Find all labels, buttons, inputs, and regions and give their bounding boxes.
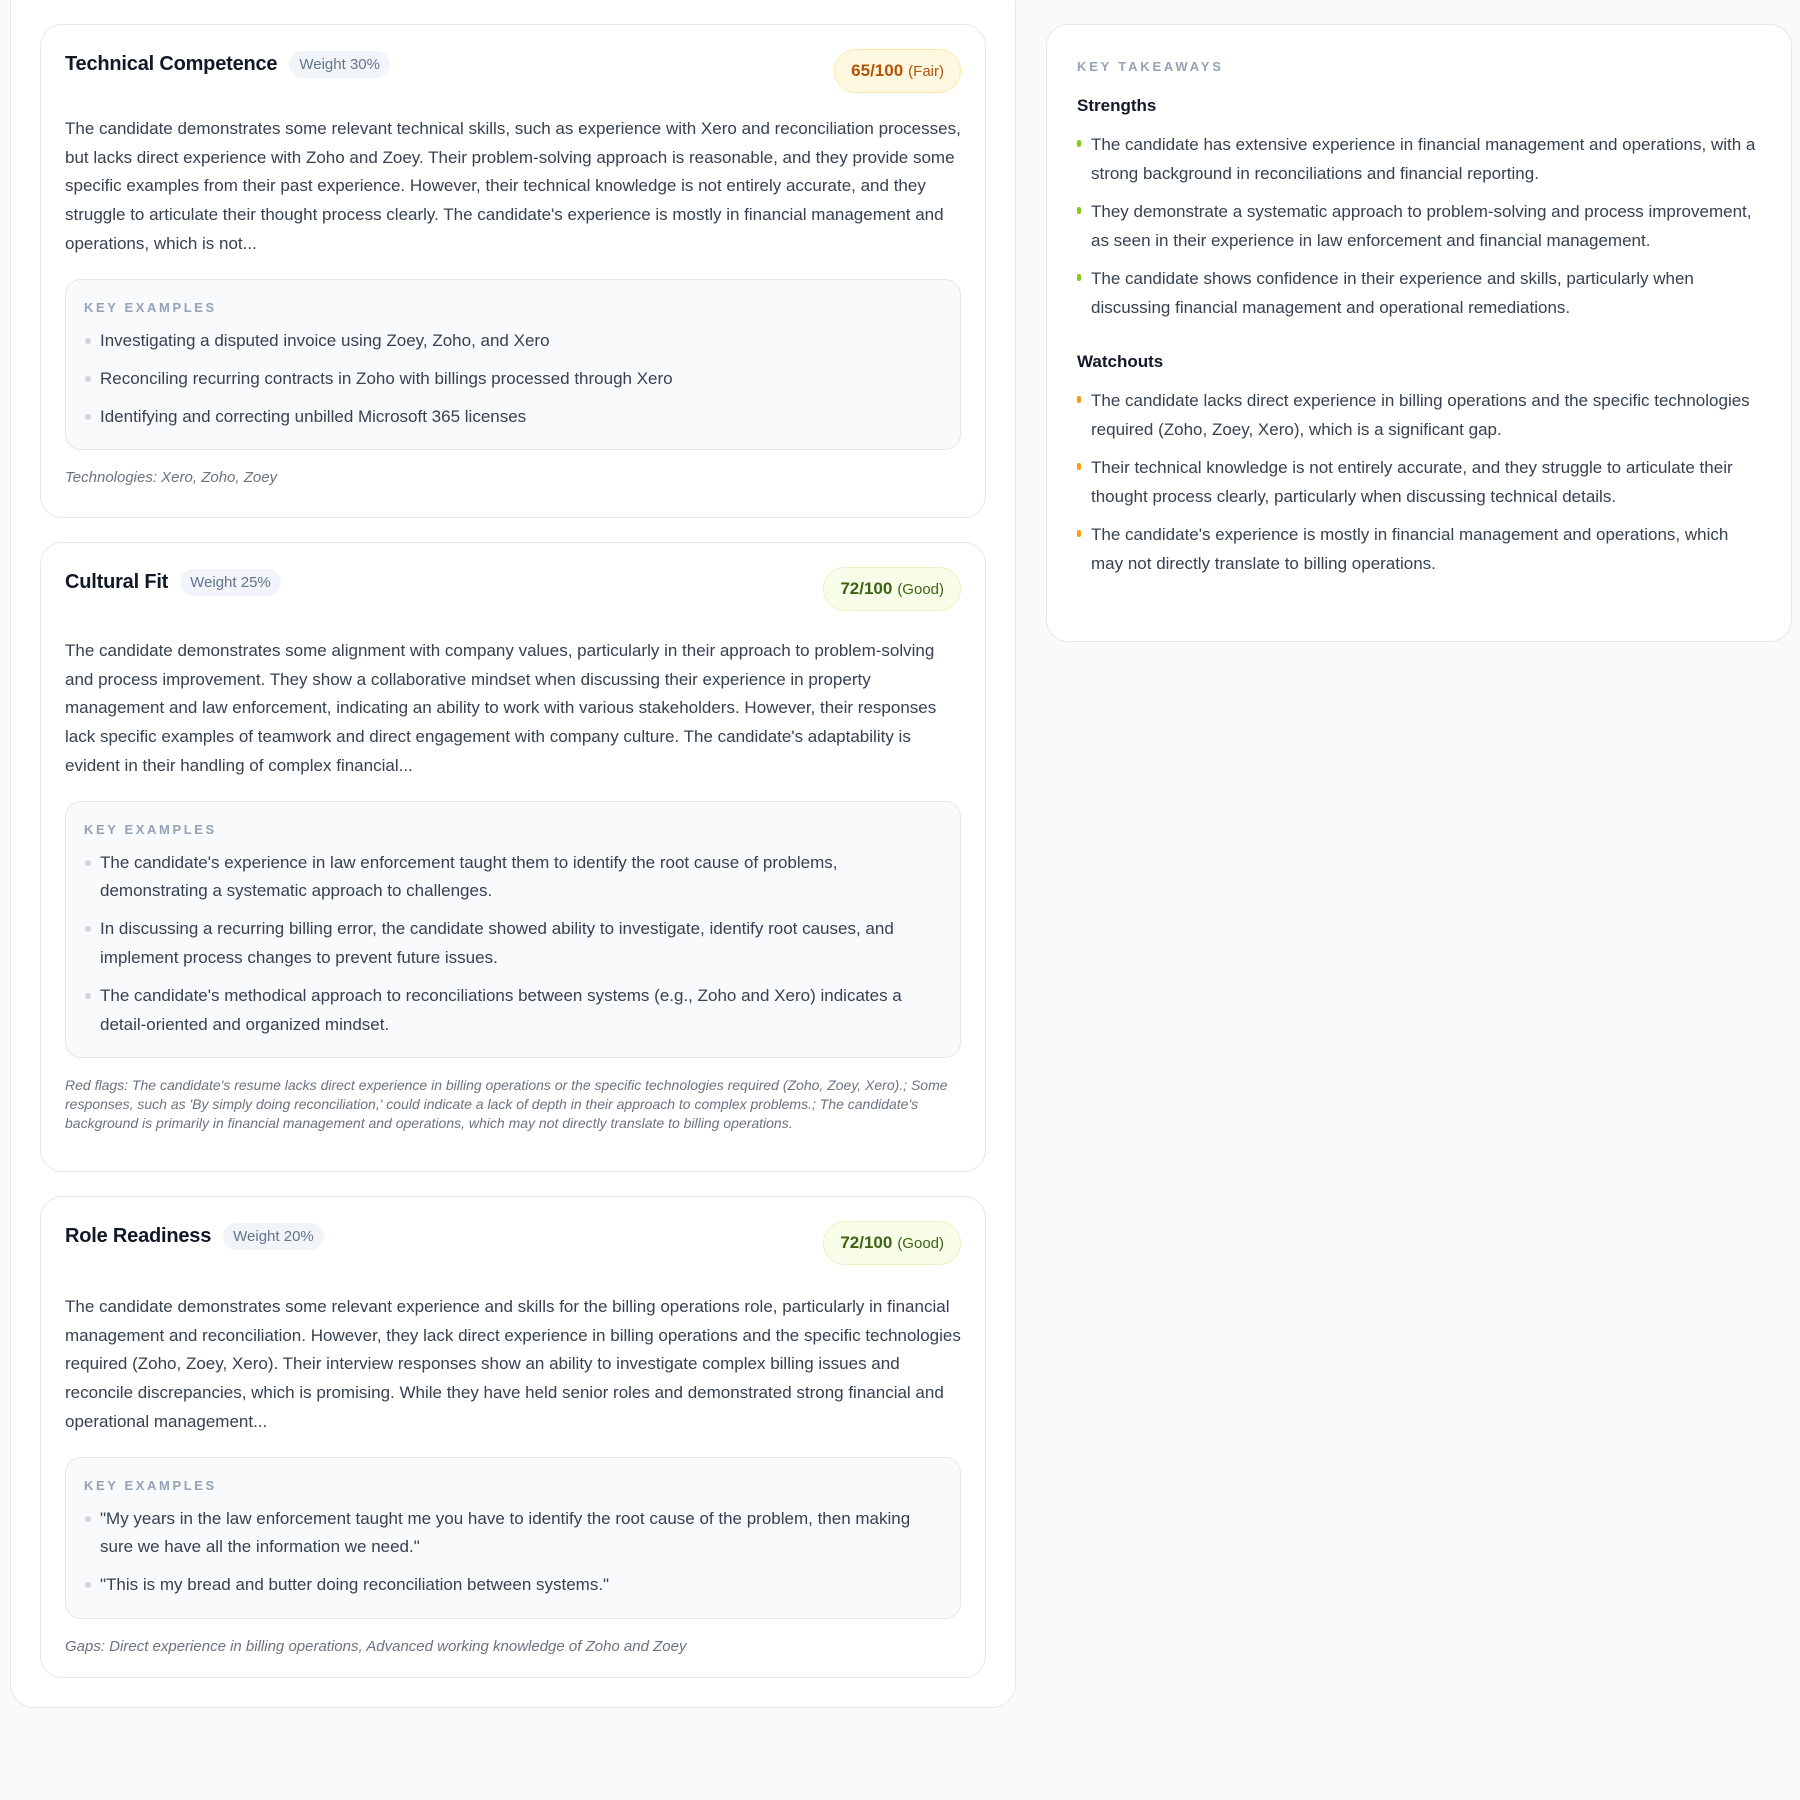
example-item: "This is my bread and butter doing reconciliation between systems." [84,1571,942,1600]
key-examples [65,1457,961,1619]
criterion-card-cultural-fit [40,542,986,1172]
key-examples [65,801,961,1059]
key-examples-heading: KEY EXAMPLES [84,299,217,315]
key-examples [65,279,961,451]
example-item: Identifying and correcting unbilled Microsoft 365 licenses [84,403,942,432]
watchouts-list [1077,387,1761,578]
key-takeaways-card [1046,24,1792,642]
example-item: Reconciling recurring contracts in Zoho with billings processed through Xero [84,365,942,394]
criterion-title: Role Readiness [65,1225,212,1247]
criterion-summary: The candidate demonstrates some relevant experience and skills for the billing operations role, particularly in financial management and reconciliation. However, they lack direct experience in billing operations and the specific technologies required (Zoho, Zoey, Xero). Their interview responses show an ability to investigate complex billing issues and reconcile discrepancies, which is promising. While they have held senior roles and demonstrated strong financial and operational management... [65,1297,961,1431]
score-value: 72/100 [840,1233,893,1252]
red-flags-note: Red flags: The candidate's resume lacks direct experience in billing operations or the specific technologies required (Zoho, Zoey, Xero).; Some responses, such as 'By simply doing reconciliation,' could indicate a lack of depth in their approach to complex problems.; The candidate's background is primarily in financial management and operations, which may not directly translate to billing operations. [65,1077,948,1132]
criterion-card-role-readiness [40,1196,986,1678]
example-item: "My years in the law enforcement taught me you have to identify the root cause of the problem, then making sure we have all the information we need." [84,1505,942,1562]
key-takeaways-heading: KEY TAKEAWAYS [1077,59,1224,74]
watchouts-title: Watchouts [1077,352,1164,372]
score-label: (Fair) [908,62,944,80]
criterion-summary: The candidate demonstrates some relevant technical skills, such as experience with Xero and reconciliation processes, but lacks direct experience with Zoho and Zoey. Their problem-solving approach is reasonable, and they provide some specific examples from their past experience. However, their technical knowledge is not entirely accurate, and they struggle to articulate their thought process clearly. The candidate's experience is mostly in financial management and operations, which is not... [65,119,961,253]
watchout-item: The candidate's experience is mostly in financial management and operations, which may not directly translate to billing operations. [1077,521,1761,578]
score-label: (Good) [897,1234,944,1252]
score-label: (Good) [897,580,944,598]
criterion-title: Technical Competence [65,53,278,75]
example-item: The candidate's experience in law enforcement taught them to identify the root cause of problems, demonstrating a systematic approach to challenges. [84,849,942,906]
strength-item: The candidate has extensive experience in financial management and operations, with a strong background in reconciliations and financial reporting. [1077,131,1761,188]
criterion-card-technical-competence [40,24,986,518]
gaps-note: Gaps: Direct experience in billing operations, Advanced working knowledge of Zoho and Zoey [65,1637,687,1655]
criterion-summary: The candidate demonstrates some alignment with company values, particularly in their approach to problem-solving and process improvement. They show a collaborative mindset when discussing their experience in property management and law enforcement, indicating an ability to work with various stakeholders. However, their responses lack specific examples of teamwork and direct engagement with company culture. The candidate's adaptability is evident in their handling of complex financial... [65,641,937,775]
score-badge [823,1221,961,1265]
strengths-title: Strengths [1077,96,1157,115]
score-value: 65/100 [851,61,904,80]
strength-item: They demonstrate a systematic approach to problem-solving and process improvement, as seen in their experience in law enforcement and financial management. [1077,198,1761,255]
score-badge [823,567,961,611]
example-item: In discussing a recurring billing error, the candidate showed ability to investigate, identify root causes, and implement process changes to prevent future issues. [84,915,942,972]
score-badge [834,49,961,93]
example-item: Investigating a disputed invoice using Zoey, Zoho, and Xero [84,327,942,356]
example-item: The candidate's methodical approach to reconciliations between systems (e.g., Zoho and Xero) indicates a detail-oriented and organized mindset. [84,982,942,1039]
key-examples-heading: KEY EXAMPLES [84,821,217,837]
technologies-note: Technologies: Xero, Zoho, Zoey [65,469,278,487]
weight-badge: Weight 25% [180,569,281,596]
watchout-item: The candidate lacks direct experience in billing operations and the specific technologies required (Zoho, Zoey, Xero), which is a significant gap. [1077,387,1761,444]
weight-badge: Weight 30% [289,51,390,78]
criterion-title: Cultural Fit [65,571,169,593]
score-value: 72/100 [840,579,893,598]
weight-badge: Weight 20% [223,1223,324,1250]
strengths-list [1077,131,1761,322]
key-examples-heading: KEY EXAMPLES [84,1477,217,1493]
strength-item: The candidate shows confidence in their experience and skills, particularly when discussing financial management and operational remediations. [1077,265,1761,322]
watchout-item: Their technical knowledge is not entirely accurate, and they struggle to articulate their thought process clearly, particularly when discussing technical details. [1077,454,1761,511]
